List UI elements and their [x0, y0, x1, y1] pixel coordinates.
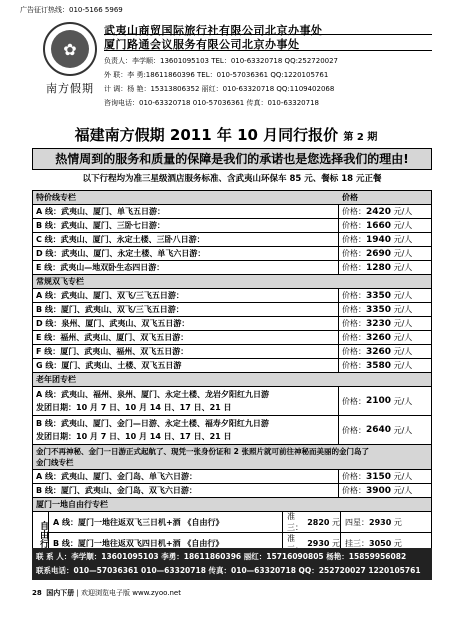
table-row: B 线：厦门、武夷山、双飞/三飞五日游： 价格：3350 元/人: [32, 303, 432, 317]
table-row: D 线：泉州、厦门、武夷山、双飞五日游： 价格：3230 元/人: [32, 317, 432, 331]
table-row: B 线：武夷山、厦门、金门—日游、永定土楼、福寿夕阳红九日游 发团日期：10 月 7 日、10 月 14 日、17 日、21 日 价格： 2640 元/人: [32, 416, 432, 445]
logo-emblem-icon: ✿: [43, 22, 97, 76]
page-footer: 28 国内下册 | 欢迎浏览电子版 www.zyoo.net: [32, 589, 181, 597]
table-row: D 线：武夷山、厦门、永定土楼、单飞六日游： 价格：2690 元/人: [32, 247, 432, 261]
contact-line: 计 调：杨 艳：15313806352 丽红：010-63320718 QQ:1109402068: [104, 85, 335, 93]
company-name-1: 武夷山商贸国际旅行社有限公司北京办事处: [104, 24, 323, 37]
footer-line: 联系电话：010—57036361 010—63320718 传真：010—63320718 QQ：252720027 1220105761: [36, 566, 421, 575]
table-row: A 线：厦门一地往返双飞三日机+酒 《自由行》 准三： 2820 元 四星： 2930 元: [49, 512, 431, 533]
section-header: 特价线专栏 价格: [32, 191, 432, 205]
table-row: E 线：福州、武夷山、厦门、双飞五日游： 价格：3260 元/人: [32, 331, 432, 345]
ad-hotline: 广告征订热线：010-5166 5969: [20, 6, 123, 14]
issue-number: 第 2 期: [343, 132, 378, 143]
section-header: 老年团专栏: [32, 373, 432, 387]
table-row: G 线：厦门、武夷山、土楼、双飞五日游 价格：3580 元/人: [32, 359, 432, 373]
page-title: [0, 124, 452, 145]
free-side-label: 自由行: [33, 512, 49, 554]
site-link: 欢迎浏览电子版 www.zyoo.net: [81, 589, 181, 597]
table-row: B 线：厦门一地往返双飞四日机+酒 《自由行》 准 2930 元 挂三： 3050 元: [49, 533, 431, 554]
logo-text: 南方假期: [46, 82, 94, 95]
section-header: 常规双飞专栏: [32, 275, 432, 289]
slogan-banner: 热情周到的服务和质量的保障是我们的承诺也是您选择我们的理由!: [32, 148, 432, 170]
table-row: C 线：武夷山、厦门、永定土楼、三卧八日游： 价格：1940 元/人: [32, 233, 432, 247]
price-table: [32, 190, 432, 555]
company-name-2: 厦门路通会议服务有限公司北京办事处: [104, 38, 300, 51]
contact-footer: [32, 548, 432, 580]
table-row: B 线：武夷山、厦门、三卧七日游： 价格：1660 元/人: [32, 219, 432, 233]
table-row: F 线：厦门、武夷山、福州、双飞五日游： 价格：3260 元/人: [32, 345, 432, 359]
table-row: A 线：武夷山、厦门、金门岛、单飞六日游： 价格：3150 元/人: [32, 470, 432, 484]
header: [32, 20, 432, 118]
footer-line: 联 系 人：李学顺：13601095103 李勇：18611860396 丽红：15716090805 杨艳：15859956082: [36, 552, 407, 561]
service-note: 以下行程均为准三星级酒店服务标准、含武夷山环保车 85 元、餐标 18 元正餐: [82, 174, 382, 184]
table-row: B 线：厦门、武夷山、金门岛、双飞六日游： 价格：3900 元/人: [32, 484, 432, 498]
contact-line: 外 联：李 勇:18611860396 TEL：010-57036361 QQ:1220105761: [104, 71, 329, 79]
table-row: A 线：武夷山、厦门、双飞/三飞五日游： 价格：3350 元/人: [32, 289, 432, 303]
section-header: 厦门一地自由行专栏: [32, 498, 432, 512]
section-header: 金门不再神秘、金门一日游正式起航了、现凭一张身份证和 2 张照片就可前往神秘而美丽的金门岛了 金门线专栏: [32, 445, 432, 470]
table-row: E 线：武夷山—地双卧生态四日游： 价格：1280 元/人: [32, 261, 432, 275]
page-number: 28: [32, 589, 42, 597]
logo: [40, 22, 100, 114]
table-row: A 线：武夷山、厦门、单飞五日游： 价格：2420 元/人: [32, 205, 432, 219]
contact-line: 咨询电话：010-63320718 010-57036361 传真：010-63320718: [104, 99, 319, 107]
contact-line: 负责人：李学顺：13601095103 TEL：010-63320718 QQ:252720027: [104, 57, 339, 65]
table-row: A 线：武夷山、福州、泉州、厦门、永定土楼、龙岩夕阳红九日游 发团日期：10 月 7 日、10 月 14 日、17 日、21 日 价格： 2100 元/人: [32, 387, 432, 416]
title-text: 福建南方假期 2011 年 10 月同行报价: [74, 126, 339, 144]
page-section: 国内下册: [46, 589, 75, 597]
